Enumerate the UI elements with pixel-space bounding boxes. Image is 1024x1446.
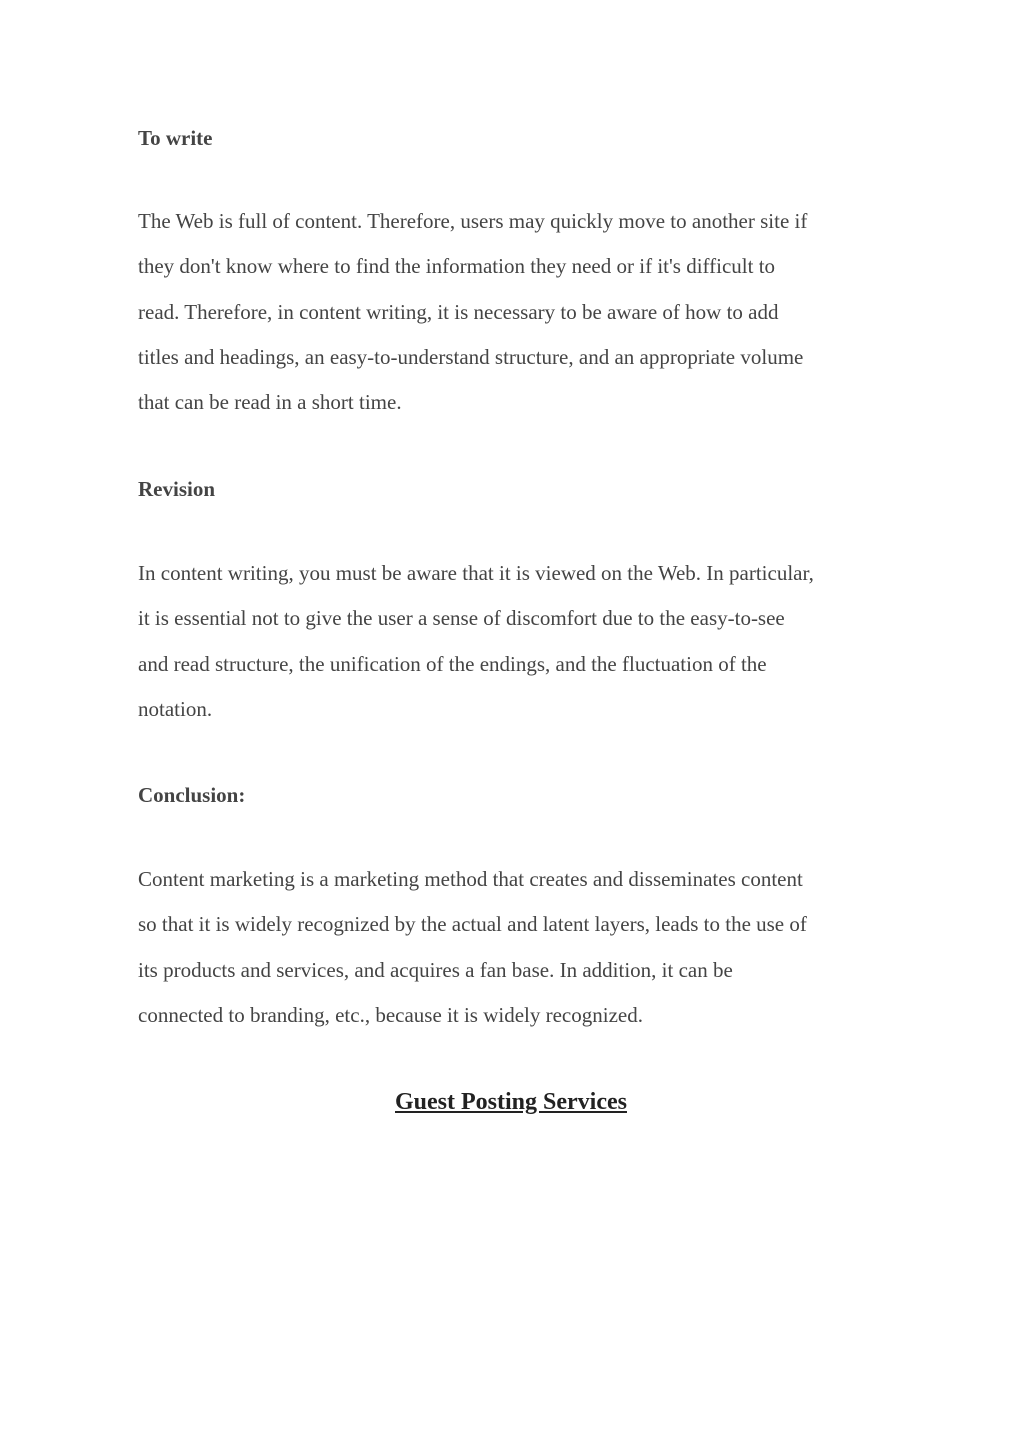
paragraph-line: connected to branding, etc., because it is widely recognized. [138,1002,643,1027]
paragraph-line: titles and headings, an easy-to-understand structure, and an appropriate volume [138,344,804,369]
paragraph-line: they don't know where to find the information they need or if it's difficult to [138,254,776,279]
section-paragraph-conclusion [138,857,898,1038]
paragraph-line: Content marketing is a marketing method that creates and disseminates content [138,867,803,891]
section-heading-to-write: To write [138,126,213,150]
section-paragraph-to-write [138,199,898,425]
paragraph-line: it is essential not to give the user a sense of discomfort due to the easy-to-see [138,606,785,631]
section-paragraph-revision [138,551,898,732]
paragraph-line: The Web is full of content. Therefore, users may quickly move to another site if [138,209,808,233]
paragraph-line: notation. [138,696,213,721]
paragraph-line: read. Therefore, in content writing, it is necessary to be aware of how to add [138,299,779,324]
paragraph-line: that can be read in a short time. [138,390,402,415]
paragraph-line: and read structure, the unification of the endings, and the fluctuation of the [138,651,767,676]
section-heading-revision: Revision [138,477,216,501]
paragraph-line: its products and services, and acquires a fan base. In addition, it can be [138,957,733,982]
paragraph-line: In content writing, you must be aware that it is viewed on the Web. In particular, [138,561,814,585]
paragraph-line: so that it is widely recognized by the actual and latent layers, leads to the use of [138,912,807,937]
section-heading-conclusion: Conclusion: [138,783,246,807]
guest-posting-services-link[interactable]: Guest Posting Services [395,1089,627,1115]
